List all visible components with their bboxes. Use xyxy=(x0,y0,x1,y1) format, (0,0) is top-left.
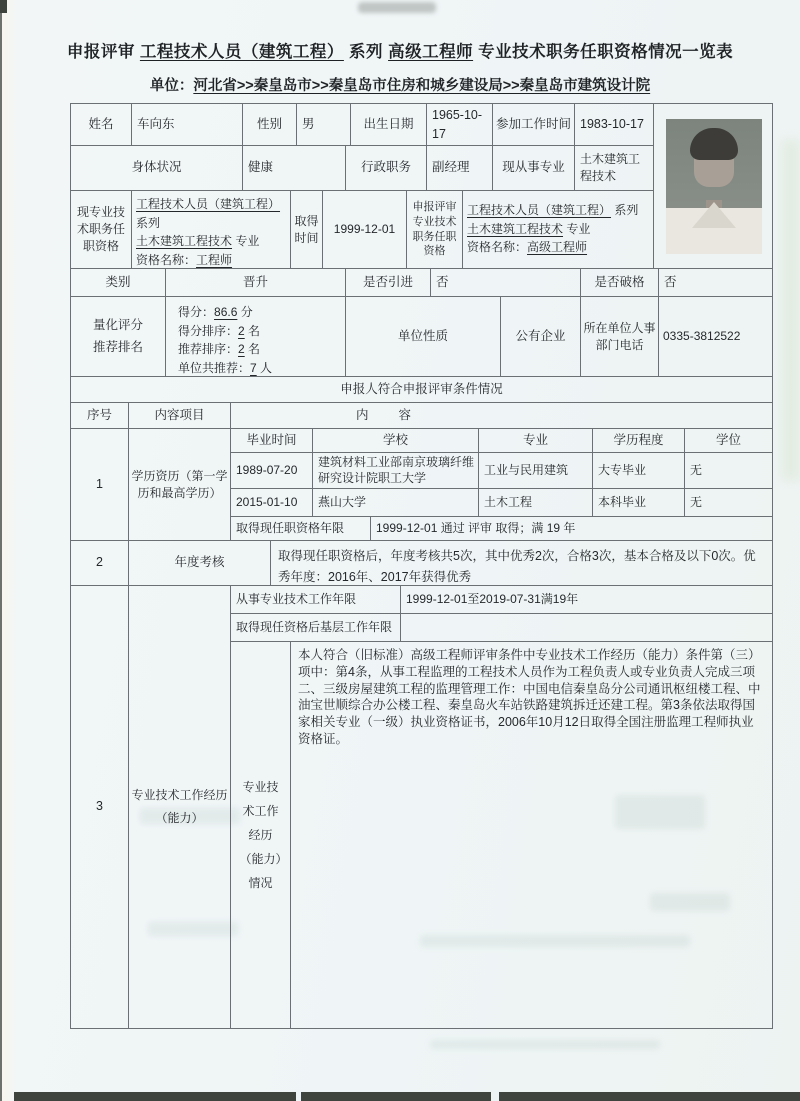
edu-row1-degree: 无 xyxy=(685,453,773,489)
rank-prefix: 得分排序： xyxy=(178,323,239,338)
quant-label-cell xyxy=(71,297,166,377)
hr-phone-value-cell: 0335-3812522 xyxy=(659,297,773,377)
qual-years-label-cell: 取得现任职资格年限 xyxy=(231,517,371,541)
unit-label: 单位： xyxy=(149,78,194,94)
edu-row-item-cell: 学历资历（第一学历和最高学历） xyxy=(129,429,231,541)
category-value-cell: 晋升 xyxy=(166,269,346,297)
admin-post-value-cell: 副经理 xyxy=(427,146,493,191)
title-rank: 高级工程师 xyxy=(388,43,474,61)
edu-row1-major: 工业与民用建筑 xyxy=(479,453,593,489)
profession-label-cell: 现从事专业 xyxy=(493,146,575,191)
name-label-cell: 姓名 xyxy=(71,104,132,146)
work-years-value-cell: 1999-12-01至2019-07-31满19年 xyxy=(401,586,773,614)
exception-value-cell: 否 xyxy=(659,269,773,297)
quant-rank-line xyxy=(178,322,341,341)
work-years-label-cell: 从事专业技术工作年限 xyxy=(231,586,401,614)
import-label-cell: 是否引进 xyxy=(346,269,431,297)
portrait-photo xyxy=(666,119,762,254)
quant-scores-cell xyxy=(166,297,346,377)
edu-row1-grad-date: 1989-07-20 xyxy=(231,453,313,489)
apply-cert-name: 高级工程师 xyxy=(527,240,588,255)
scan-green-tint xyxy=(782,140,800,480)
obtain-time-value-cell: 1999-12-01 xyxy=(323,191,407,269)
health-label-cell: 身体状况 xyxy=(71,146,243,191)
rec-rank-prefix: 推荐排序： xyxy=(178,342,239,357)
apply-series-suffix: 系列 xyxy=(611,203,639,217)
hr-phone-label-cell: 所在单位人事部门电话 xyxy=(581,297,659,377)
edu-row1-school: 建筑材料工业部南京玻璃纤维研究设计院职工大学 xyxy=(313,453,479,489)
apply-major: 土木建筑工程技术 xyxy=(467,221,564,236)
quant-label-line1: 量化评分 xyxy=(92,317,143,332)
scan-bottom-band xyxy=(499,1092,800,1101)
annual-row-text-cell: 取得现任职资格后，年度考核共5次，其中优秀2次，合格3次，基本合格及以下0次。优秀年度：2016年、2017年获得优秀 xyxy=(271,541,773,586)
gender-label-cell: 性别 xyxy=(243,104,297,146)
work-sub-label-cell: 专业技术工作经历（能力）情况 xyxy=(231,642,291,1029)
col-header-content xyxy=(231,403,773,429)
edu-row-no-cell: 1 xyxy=(71,429,129,541)
gender-value-cell: 男 xyxy=(297,104,351,146)
page-title xyxy=(0,38,800,62)
total-rec-prefix: 单位共推荐： xyxy=(178,360,251,375)
obtain-time-label-cell: 取得时间 xyxy=(291,191,323,269)
category-label-cell: 类别 xyxy=(71,269,166,297)
edu-header-degree-level: 学历程度 xyxy=(593,429,685,453)
quant-total-recommend-line xyxy=(178,359,341,377)
birthdate-label-cell: 出生日期 xyxy=(351,104,427,146)
edu-header-school: 学校 xyxy=(313,429,479,453)
admin-post-label-cell: 行政职务 xyxy=(346,146,427,191)
scan-corner-mark xyxy=(0,0,7,13)
annual-row-item-cell: 年度考核 xyxy=(129,541,271,586)
scan-top-smudge xyxy=(358,2,436,13)
scan-bleedthrough xyxy=(430,1040,660,1049)
current-qual-value-cell xyxy=(132,191,291,269)
edu-row1-degree-level: 大专毕业 xyxy=(593,453,685,489)
scan-bottom-band xyxy=(14,1092,296,1101)
import-value-cell: 否 xyxy=(431,269,581,297)
apply-series: 工程技术人员（建筑工程） xyxy=(467,203,612,217)
base-years-value-cell xyxy=(401,614,773,642)
apply-major-suffix: 专业 xyxy=(563,221,591,236)
title-series-suffix: 系列 xyxy=(343,43,389,61)
title-suffix: 专业技术职务任职资格情况一览表 xyxy=(473,43,734,61)
unit-line xyxy=(0,74,800,95)
current-cert-name: 工程师 xyxy=(196,252,233,267)
quant-score-line xyxy=(178,303,341,322)
edu-row2-degree: 无 xyxy=(685,489,773,517)
conditions-section-header: 申报人符合申报评审条件情况 xyxy=(71,377,773,403)
edu-row2-school: 燕山大学 xyxy=(313,489,479,517)
title-prefix: 申报评审 xyxy=(66,43,140,61)
rank-suffix: 名 xyxy=(244,323,261,338)
name-value-cell: 车向东 xyxy=(132,104,243,146)
rank-value: 2 xyxy=(238,323,245,338)
apply-cert-prefix: 资格名称： xyxy=(467,240,528,255)
apply-qual-value-cell xyxy=(463,191,654,269)
work-row-item-cell: 专业技术工作经历（能力） xyxy=(129,586,231,1029)
birthdate-value-cell: 1965-10-17 xyxy=(427,104,493,146)
score-prefix: 得分： xyxy=(178,305,215,319)
content-header-char1: 内 xyxy=(356,407,369,422)
current-major-suffix: 专业 xyxy=(232,234,260,249)
health-value-cell: 健康 xyxy=(243,146,346,191)
qual-years-value-cell: 1999-12-01 通过 评审 取得；满 19 年 xyxy=(371,517,773,541)
edu-header-grad-date: 毕业时间 xyxy=(231,429,313,453)
edu-header-degree: 学位 xyxy=(685,429,773,453)
total-rec-value: 7 xyxy=(250,360,257,375)
score-suffix: 分 xyxy=(237,305,253,319)
col-header-item: 内容项目 xyxy=(129,403,231,429)
form-table xyxy=(70,103,773,1029)
work-detail-cell: 本人符合（旧标准）高级工程师评审条件中专业技术工作经历（能力）条件第（三）项中：第4条，从事工程监理的工程技术人员作为工程负责人或专业负责人完成三项二、三级房屋建筑工程的监理管理工作：中国电信秦皇岛分公司通讯枢纽楼工程、中油宝世顺综合办公楼工程、秦皇岛火车站铁路建筑拆迁还建工程。第3条依法取得国家相关专业（一级）执业资格证书，2006年10月12日取得全国注册监理工程师执业资格证。 xyxy=(291,642,773,1029)
rec-rank-suffix: 名 xyxy=(244,342,261,357)
work-row-no-cell: 3 xyxy=(71,586,129,1029)
scan-edge-strip xyxy=(2,0,17,1101)
exception-label-cell: 是否破格 xyxy=(581,269,659,297)
workstart-value-cell: 1983-10-17 xyxy=(575,104,654,146)
edu-row2-degree-level: 本科毕业 xyxy=(593,489,685,517)
quant-label-line2: 推荐排名 xyxy=(92,340,143,354)
current-series: 工程技术人员（建筑工程） xyxy=(136,197,281,211)
current-major: 土木建筑工程技术 xyxy=(136,234,233,249)
current-qual-label-cell: 现专业技术职务任职资格 xyxy=(71,191,132,269)
annual-row-no-cell: 2 xyxy=(71,541,129,586)
unit-value: 河北省>>秦皇岛市>>秦皇岛市住房和城乡建设局>>秦皇岛市建筑设计院 xyxy=(193,78,651,94)
edu-row2-grad-date: 2015-01-10 xyxy=(231,489,313,517)
current-series-suffix: 系列 xyxy=(136,215,161,230)
portrait-hair xyxy=(690,128,738,160)
edu-row2-major: 土木工程 xyxy=(479,489,593,517)
org-type-label-cell: 单位性质 xyxy=(346,297,501,377)
photo-cell xyxy=(654,104,773,269)
workstart-label-cell: 参加工作时间 xyxy=(493,104,575,146)
edu-header-major: 专业 xyxy=(479,429,593,453)
profession-value-cell: 土木建筑工程技术 xyxy=(575,146,654,191)
col-header-no: 序号 xyxy=(71,403,129,429)
quant-recommend-rank-line xyxy=(178,340,341,359)
scan-bottom-band xyxy=(301,1092,491,1101)
title-series: 工程技术人员（建筑工程） xyxy=(139,43,344,61)
current-cert-prefix: 资格名称： xyxy=(136,252,197,267)
content-header-char2: 容 xyxy=(398,407,412,422)
score-value: 86.6 xyxy=(214,305,238,319)
total-rec-suffix: 人 xyxy=(256,360,273,375)
org-type-value-cell: 公有企业 xyxy=(501,297,581,377)
base-years-label-cell: 取得现任资格后基层工作年限 xyxy=(231,614,401,642)
rec-rank-value: 2 xyxy=(238,342,245,357)
apply-qual-label-cell: 申报评审专业技术职务任职资格 xyxy=(407,191,463,269)
